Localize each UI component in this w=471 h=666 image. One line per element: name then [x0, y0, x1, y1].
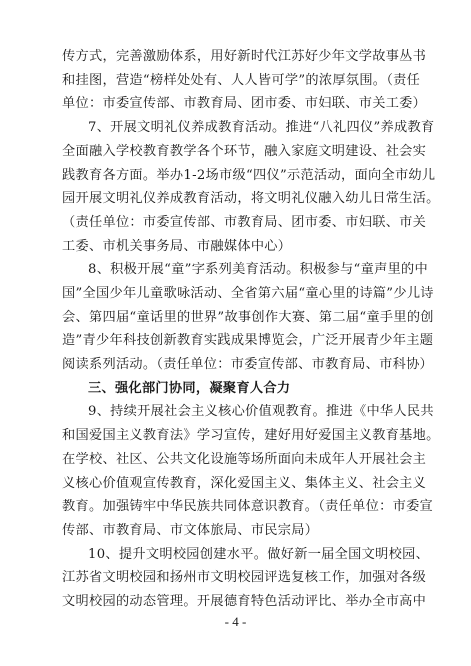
body-text-line: 全面融入学校教育教学各个环节，融入家庭文明建设、社会实	[62, 143, 427, 159]
body-text-line: 园开展文明礼仪养成教育活动，将文明礼仪融入幼儿日常生活。	[62, 191, 440, 207]
body-text-line: 文明校园的动态管理。开展德育特色活动评比、举办全市高中	[62, 594, 427, 609]
body-text-line: 国”全国少年儿童歌咏活动、全省第六届“童心里的诗篇”少儿诗	[62, 286, 434, 301]
body-text-line: 和国爱国主义教育法》学习宣传，建好用好爱国主义教育基地。	[62, 428, 440, 444]
body-text-line: 阅读系列活动。（责任单位：市委宣传部、市教育局、市科协）	[62, 357, 434, 372]
body-text-line: 江苏省文明校园和扬州市文明校园评选复核工作，加强对各级	[62, 570, 427, 586]
body-text-line: 和挂图，营造“榜样处处有、人人皆可学”的浓厚氛围。（责任	[62, 72, 421, 88]
body-text-line: 传部、市教育局、市文体旅局、市民宗局）	[62, 522, 319, 538]
body-text-line: 义核心价值观宣传教育，深化爱国主义、集体主义、社会主义	[62, 475, 427, 491]
body-text-line: 传方式，完善激励体系，用好新时代江苏好少年文学故事丛书	[62, 49, 427, 64]
body-text-line: 践教育各方面。举办1-2场市级“四仪”示范活动，面向全市幼儿	[62, 167, 436, 183]
page-number: - 4 -	[224, 614, 247, 629]
paragraph-9-heading-line: 9、持续开展社会主义核心价值观教育。推进《中华人民共	[88, 404, 434, 420]
body-text-line: 会、第四届“童话里的世界”故事创作大赛、第二届“童手里的创	[62, 309, 434, 325]
body-text-line: （责任单位：市委宣传部、市教育局、团市委、市妇联、市关	[62, 214, 427, 230]
paragraph-7-heading-line: 7、开展文明礼仪养成教育活动。推进“八礼四仪”养成教育	[88, 120, 435, 136]
body-text-line: 教育。加强铸牢中华民族共同体意识教育。（责任单位：市委宣	[62, 499, 434, 515]
body-text-line: 单位：市委宣传部、市教育局、团市委、市妇联、市关工委）	[62, 96, 427, 112]
section-heading: 三、强化部门协同，凝聚育人合力	[88, 380, 291, 396]
body-text-line: 造”青少年科技创新教育实践成果博览会，广泛开展青少年主题	[62, 333, 434, 349]
paragraph-10-heading-line: 10、提升文明校园创建水平。做好新一届全国文明校园、	[88, 546, 430, 562]
paragraph-8-heading-line: 8、积极开展“童”字系列美育活动。积极参与“童声里的中	[88, 262, 429, 278]
body-text-line: 工委、市机关事务局、市融媒体中心）	[62, 238, 292, 254]
body-text-line: 在学校、社区、公共文化设施等场所面向未成年人开展社会主	[62, 451, 427, 467]
